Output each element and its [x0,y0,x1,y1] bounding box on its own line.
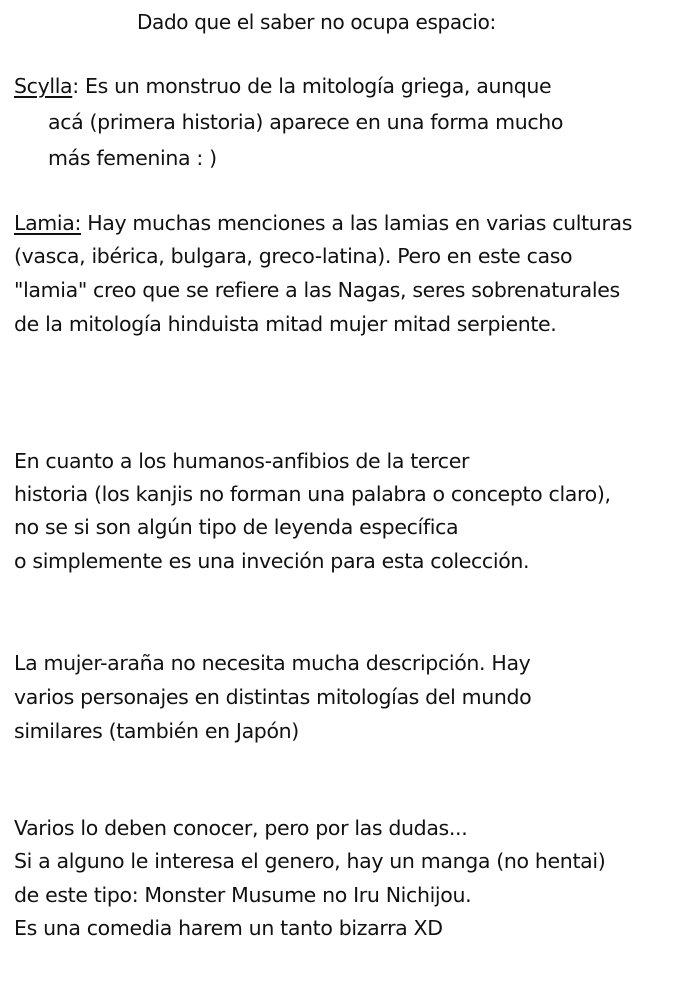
manga-line-2: Si a alguno le interesa el genero, hay un manga (no hentai) [14,849,606,873]
arana-line-3: similares (también en Japón) [14,719,299,743]
lamia-line-3: "lamia" creo que se refiere a las Nagas, seres sobrenaturales [14,278,620,302]
page-title: Dado que el saber no ocupa espacio: [137,10,496,34]
scylla-line-1 [14,72,551,100]
manga-line-1: Varios lo deben conocer, pero por las dudas... [14,816,468,840]
lamia-line-1 [14,209,632,237]
anfibios-line-2: historia (los kanjis no forman una palabra o concepto claro), [14,482,611,506]
anfibios-line-4: o simplemente es una inveción para esta colección. [14,549,530,573]
lamia-line-2: (vasca, ibérica, bulgara, greco-latina). Pero en este caso [14,244,573,268]
anfibios-line-1: En cuanto a los humanos-anfibios de la tercer [14,449,470,473]
lamia-text-1: Hay muchas menciones a las lamias en varias culturas [81,211,633,235]
scylla-line-3: más femenina : ) [48,146,217,170]
lamia-term: Lamia: [14,211,82,235]
scylla-term: Scylla [14,74,73,98]
manga-line-3: de este tipo: Monster Musume no Iru Nichijou. [14,883,472,907]
manga-line-4: Es una comedia harem un tanto bizarra XD [14,916,443,940]
scylla-line-2: acá (primera historia) aparece en una forma mucho [48,110,564,134]
lamia-line-4: de la mitología hinduista mitad mujer mitad serpiente. [14,312,557,336]
scylla-text-1: : Es un monstruo de la mitología griega, aunque [72,74,552,98]
arana-line-1: La mujer-araña no necesita mucha descripción. Hay [14,651,531,675]
arana-line-2: varios personajes en distintas mitologías del mundo [14,685,532,709]
anfibios-line-3: no se si son algún tipo de leyenda específica [14,515,459,539]
